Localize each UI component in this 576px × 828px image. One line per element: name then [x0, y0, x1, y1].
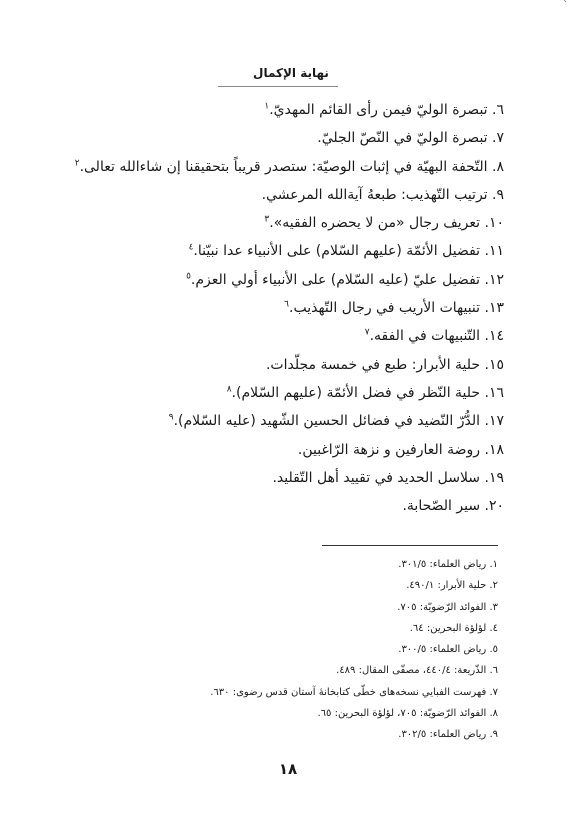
- list-item-text: ١٠. تعريف رجال «من لا يحضره الفقيه».: [269, 215, 504, 232]
- list-item-text: ٦. تبصرة الوليّ فيمن رأى القائم المهديّ.: [269, 102, 504, 118]
- list-item: [64, 492, 504, 520]
- list-item-text: ١٤. التّنبيهات في الفقه.: [369, 328, 504, 345]
- list-item-text: ١٥. حلية الأبرار: طبع في خمسة مجلّدات.: [265, 356, 504, 373]
- page-number: ١٨: [278, 760, 298, 778]
- list-item: [64, 407, 504, 435]
- list-item-text: ١٨. روضة العارفين و نزهة الرّاغبين.: [297, 441, 504, 458]
- footnote-ref: ٩: [168, 412, 174, 423]
- list-item: [64, 209, 504, 237]
- footnotes-list: [128, 554, 498, 746]
- footnote-ref: ٢: [74, 157, 80, 168]
- list-item: [64, 124, 504, 152]
- list-item-text: ٢٠. سير الصّحابة.: [402, 498, 504, 515]
- list-item-text: ٧. تبصرة الوليّ في النّصّ الجليّ.: [317, 130, 504, 147]
- list-item: [64, 237, 504, 265]
- footnote-ref: ٤: [188, 242, 194, 253]
- list-item: [64, 436, 504, 464]
- footnote-item: ٢. حلية الأبرار: ٤٩٠/١.: [406, 580, 498, 592]
- list-item: [64, 351, 504, 379]
- list-item: [64, 266, 504, 294]
- list-item-text: ١٢. تفضيل عليّ (عليه السّلام) على الأنبياء أولي العزم.: [190, 271, 504, 288]
- list-item: [64, 464, 504, 492]
- footnote-item: ٧. فهرست الفبايي نسخه‌هاى خطّى كتابخانهٔ آستان قدس رضوى: ٦٣٠.: [210, 686, 498, 698]
- footnote-item: ٩. رياض العلماء: ٣٠٢/٥.: [398, 729, 498, 741]
- list-item: [64, 379, 504, 407]
- works-list: [64, 96, 504, 520]
- list-item-text: ٨. التّحفة البهيّة في إثبات الوصيّة: ستصدر قريباً بتحقيقنا إن شاءالله تعالى.: [79, 158, 504, 175]
- list-item: [64, 322, 504, 350]
- header-rule: [218, 86, 338, 87]
- list-item: [64, 153, 504, 181]
- footnote-ref: ٣: [264, 214, 270, 225]
- list-item-text: ١٦. حلية النّظر في فضل الأئمّة (عليهم السّلام).: [231, 384, 504, 401]
- list-item-text: ١١. تفضيل الأئمّة (عليهم السّلام) على الأنبياء عدا نبيّنا.: [193, 243, 504, 260]
- list-item-text: ١٧. الدُّرّ النّضيد في فضائل الحسين الشّهيد (عليه السّلام).: [173, 413, 504, 430]
- corner-mark: `: [563, 0, 568, 11]
- list-item: [64, 181, 504, 209]
- list-item-text: ١٩. سلاسل الحديد في تقييد أهل التّقليد.: [272, 469, 504, 486]
- footnote-ref: ٥: [186, 271, 191, 282]
- footnote-item: ٤. لؤلؤة البحرين: ٦٤.: [409, 622, 498, 634]
- footnote-item: ٦. الذّريعة: ٤٤٠/٤، مصفّى المقال: ٤٨٩.: [336, 665, 498, 677]
- list-item: [64, 96, 504, 124]
- footnote-ref: ٧: [364, 327, 370, 338]
- footnote-ref: ٦: [284, 299, 290, 310]
- footnotes-rule: [322, 545, 498, 546]
- running-header: نهاية الإكمال: [253, 66, 329, 80]
- list-item-text: ١٣. تنبيهات الأريب في رجال التّهذيب.: [289, 300, 504, 317]
- list-item: [64, 294, 504, 322]
- list-item-text: ٩. ترتيب التّهذيب: طبعهُ آيةالله المرعشي.: [261, 186, 504, 203]
- footnote-item: ١. رياض العلماء: ٣٠١/٥.: [398, 559, 498, 570]
- footnote-item: ٥. رياض العلماء: ٣٠٠/٥.: [398, 644, 498, 656]
- footnote-item: ٣. الفوائد الرّضويّة: ٧٠٥.: [397, 601, 498, 613]
- footnote-ref: ١: [264, 101, 270, 112]
- footnote-ref: ٨: [226, 384, 232, 395]
- footnote-item: ٨. الفوائد الرّضويّة: ٧٠٥، لؤلؤة البحرين: ٦٥.: [317, 708, 498, 720]
